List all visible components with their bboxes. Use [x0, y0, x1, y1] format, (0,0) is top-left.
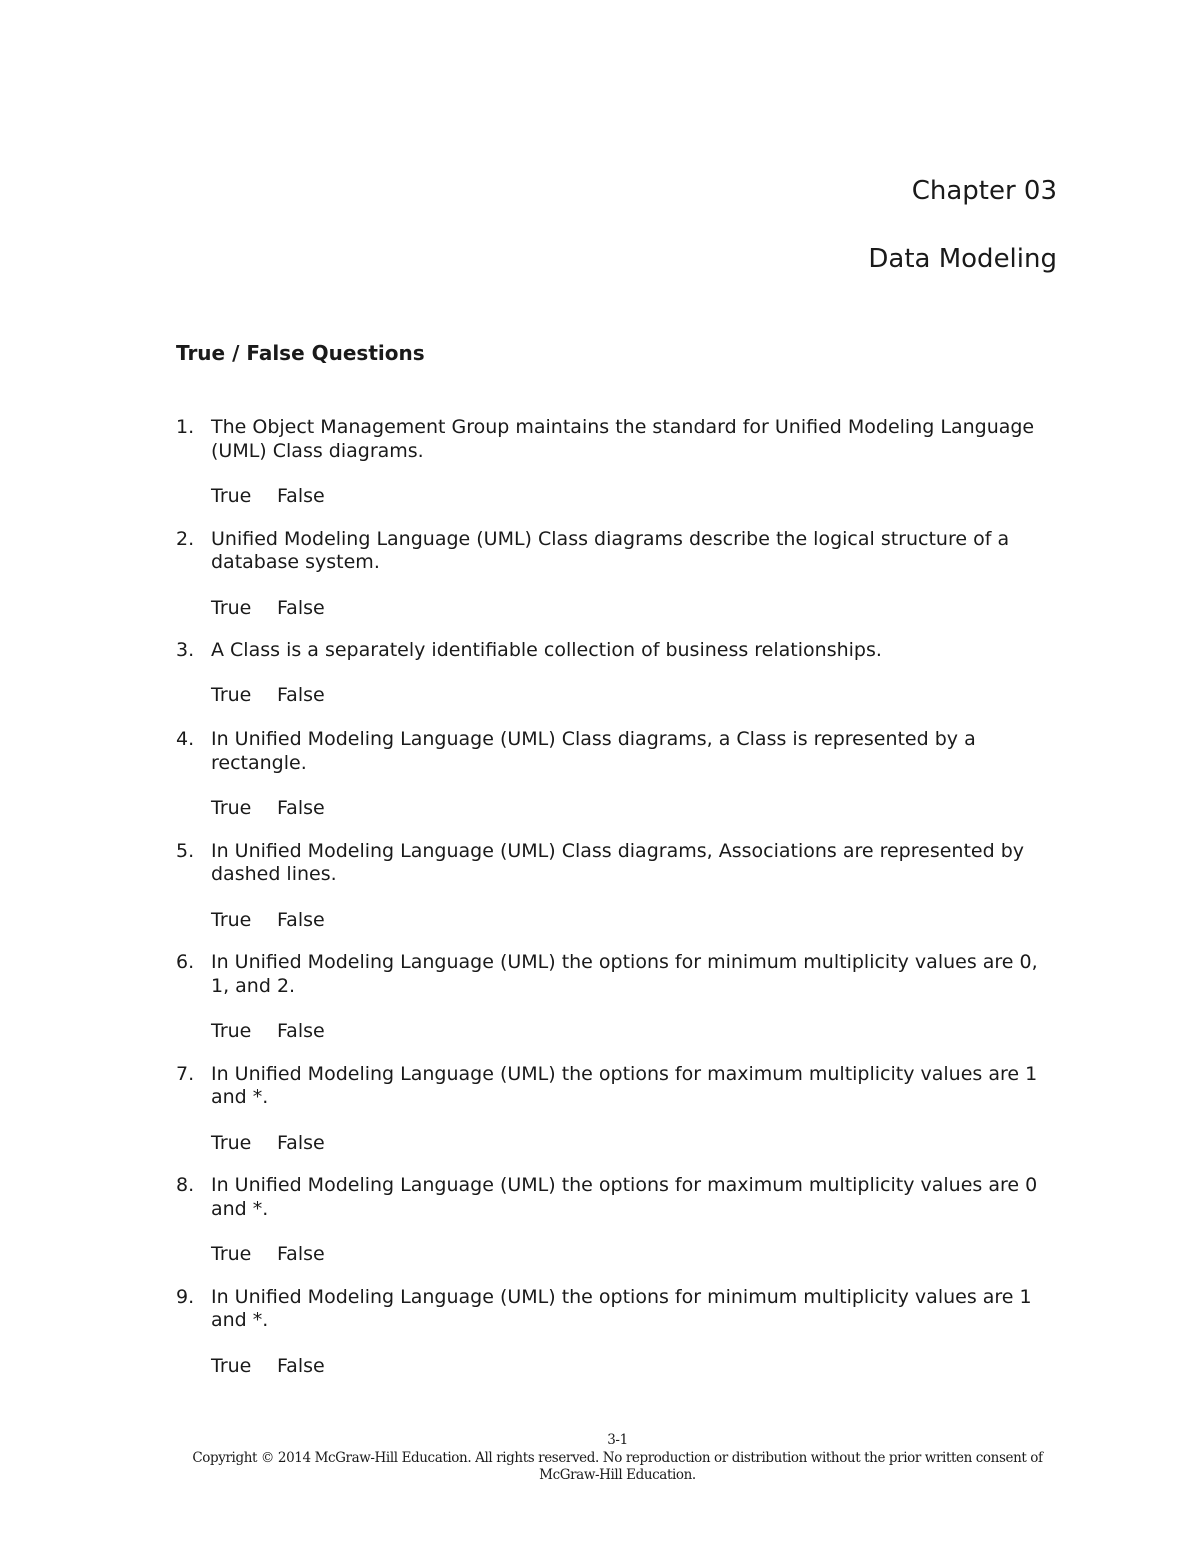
- answer-false[interactable]: False: [277, 1131, 325, 1154]
- question-number: 6.: [176, 951, 195, 973]
- question-text: In Unified Modeling Language (UML) the options for minimum multiplicity values are 0, 1, and 2.: [211, 951, 1038, 997]
- question-text: In Unified Modeling Language (UML) the options for minimum multiplicity values are 1 and *.: [211, 1285, 1032, 1331]
- answer-true[interactable]: True: [211, 1243, 252, 1265]
- question-item: [176, 639, 1066, 728]
- answer-options: [211, 1020, 325, 1044]
- answer-false[interactable]: False: [277, 1243, 325, 1265]
- answer-options: [211, 1132, 325, 1156]
- answer-false[interactable]: False: [277, 797, 325, 819]
- question-item: [176, 728, 1066, 840]
- page-footer: [0, 1432, 1200, 1485]
- answer-options: [211, 1243, 325, 1267]
- copyright-line-2: McGraw-Hill Education.: [539, 1467, 696, 1483]
- question-number: 1.: [176, 416, 195, 438]
- question-text: In Unified Modeling Language (UML) Class diagrams, Associations are represented by dashed lines.: [211, 839, 1024, 885]
- question-item: [176, 528, 1066, 640]
- answer-options: [211, 909, 325, 933]
- chapter-title: Chapter 03: [911, 176, 1057, 206]
- answer-true[interactable]: True: [211, 596, 252, 619]
- answer-options: [211, 797, 325, 821]
- answer-true[interactable]: True: [211, 684, 252, 706]
- answer-false[interactable]: False: [277, 908, 325, 931]
- question-item: [176, 1063, 1066, 1175]
- answer-options: [211, 1355, 325, 1379]
- answer-options: [211, 684, 325, 708]
- answer-options: [211, 597, 325, 621]
- question-item: [176, 1286, 1066, 1398]
- question-text: A Class is a separately identifiable collection of business relationships.: [211, 639, 882, 661]
- answer-true[interactable]: True: [211, 1131, 252, 1154]
- question-number: 4.: [176, 728, 195, 750]
- section-heading: True / False Questions: [176, 341, 425, 365]
- question-number: 9.: [176, 1285, 195, 1308]
- question-text: In Unified Modeling Language (UML) the options for maximum multiplicity values are 1 and *.: [211, 1062, 1038, 1108]
- answer-true[interactable]: True: [211, 485, 252, 507]
- question-number: 2.: [176, 527, 195, 550]
- answer-true[interactable]: True: [211, 797, 252, 819]
- question-number: 7.: [176, 1062, 195, 1085]
- answer-options: [211, 485, 325, 509]
- question-number: 3.: [176, 639, 195, 661]
- answer-false[interactable]: False: [277, 1354, 325, 1377]
- page-number: 3-1: [607, 1432, 628, 1448]
- question-item: [176, 1174, 1066, 1286]
- answer-false[interactable]: False: [277, 684, 325, 706]
- answer-false[interactable]: False: [277, 485, 325, 507]
- answer-false[interactable]: False: [277, 1020, 325, 1042]
- copyright-line-1: Copyright © 2014 McGraw-Hill Education. All rights reserved. No reproduction or distribution without the prior written consent of: [192, 1449, 1043, 1466]
- question-text: In Unified Modeling Language (UML) Class diagrams, a Class is represented by a rectangle.: [211, 728, 976, 774]
- answer-true[interactable]: True: [211, 1354, 252, 1377]
- question-text: In Unified Modeling Language (UML) the options for maximum multiplicity values are 0 and *.: [211, 1174, 1038, 1220]
- question-list: [176, 416, 1066, 1397]
- answer-false[interactable]: False: [277, 596, 325, 619]
- answer-true[interactable]: True: [211, 1020, 252, 1042]
- question-number: 8.: [176, 1174, 195, 1196]
- answer-true[interactable]: True: [211, 908, 252, 931]
- question-item: [176, 840, 1066, 952]
- question-text: Unified Modeling Language (UML) Class diagrams describe the logical structure of a database system.: [211, 527, 1010, 573]
- chapter-subtitle: Data Modeling: [868, 244, 1057, 274]
- question-item: [176, 416, 1066, 528]
- question-number: 5.: [176, 839, 195, 862]
- question-item: [176, 951, 1066, 1063]
- question-text: The Object Management Group maintains the standard for Unified Modeling Language (UML) Class diagrams.: [211, 416, 1035, 462]
